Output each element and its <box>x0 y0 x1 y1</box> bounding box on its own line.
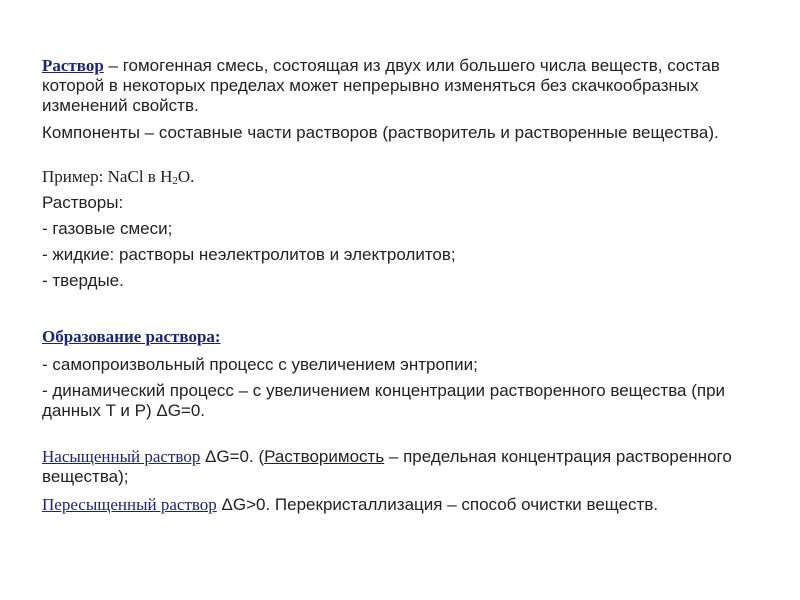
supersaturated-text: ΔG>0. Перекристаллизация – способ очистки веществ. <box>216 495 659 514</box>
types-item-solid: - твердые. <box>42 271 124 290</box>
definition-paragraph <box>42 56 742 123</box>
saturated-term: Насыщенный раствор <box>42 447 201 466</box>
supersaturated-term: Пересыщенный раствор <box>42 495 217 514</box>
example-label: Пример: <box>42 167 108 186</box>
types-item-liquid: - жидкие: растворы неэлектролитов и электролитов; <box>42 245 456 264</box>
slide-content <box>42 56 742 515</box>
types-item-gas: - газовые смеси; <box>42 219 173 238</box>
definition-text: – гомогенная смесь, состоящая из двух или большего числа веществ, состав которой в некоторых пределах может непрерывно изменяться без скачкообразных изменений свойств. <box>42 56 720 115</box>
saturated-paragraph <box>42 447 742 495</box>
example-formula-part1: NaCl в H <box>107 167 173 186</box>
solubility-term: Растворимость <box>264 447 385 466</box>
types-heading: Растворы: <box>42 193 124 212</box>
formation-heading: Образование раствора: <box>42 327 221 346</box>
components-paragraph: Компоненты – составные части растворов (растворитель и растворенные вещества). <box>42 123 719 142</box>
example-subscript: 2 <box>172 175 178 187</box>
definition-term: Раствор <box>42 56 104 75</box>
formation-item-spontaneous: - самопроизвольный процесс с увеличением энтропии; <box>42 355 478 374</box>
spacer <box>42 423 742 447</box>
formation-item-dynamic: - динамический процесс – с увеличением концентрации растворенного вещества (при данных T и P) ΔG=0. <box>42 381 726 420</box>
spacer <box>42 297 742 327</box>
saturated-text: – предельная концентрация растворенного вещества); <box>42 447 732 486</box>
supersaturated-paragraph <box>42 495 742 515</box>
saturated-condition: ΔG=0. ( <box>200 447 265 466</box>
example-paragraph <box>42 167 742 193</box>
example-formula-part2: O. <box>177 167 195 186</box>
